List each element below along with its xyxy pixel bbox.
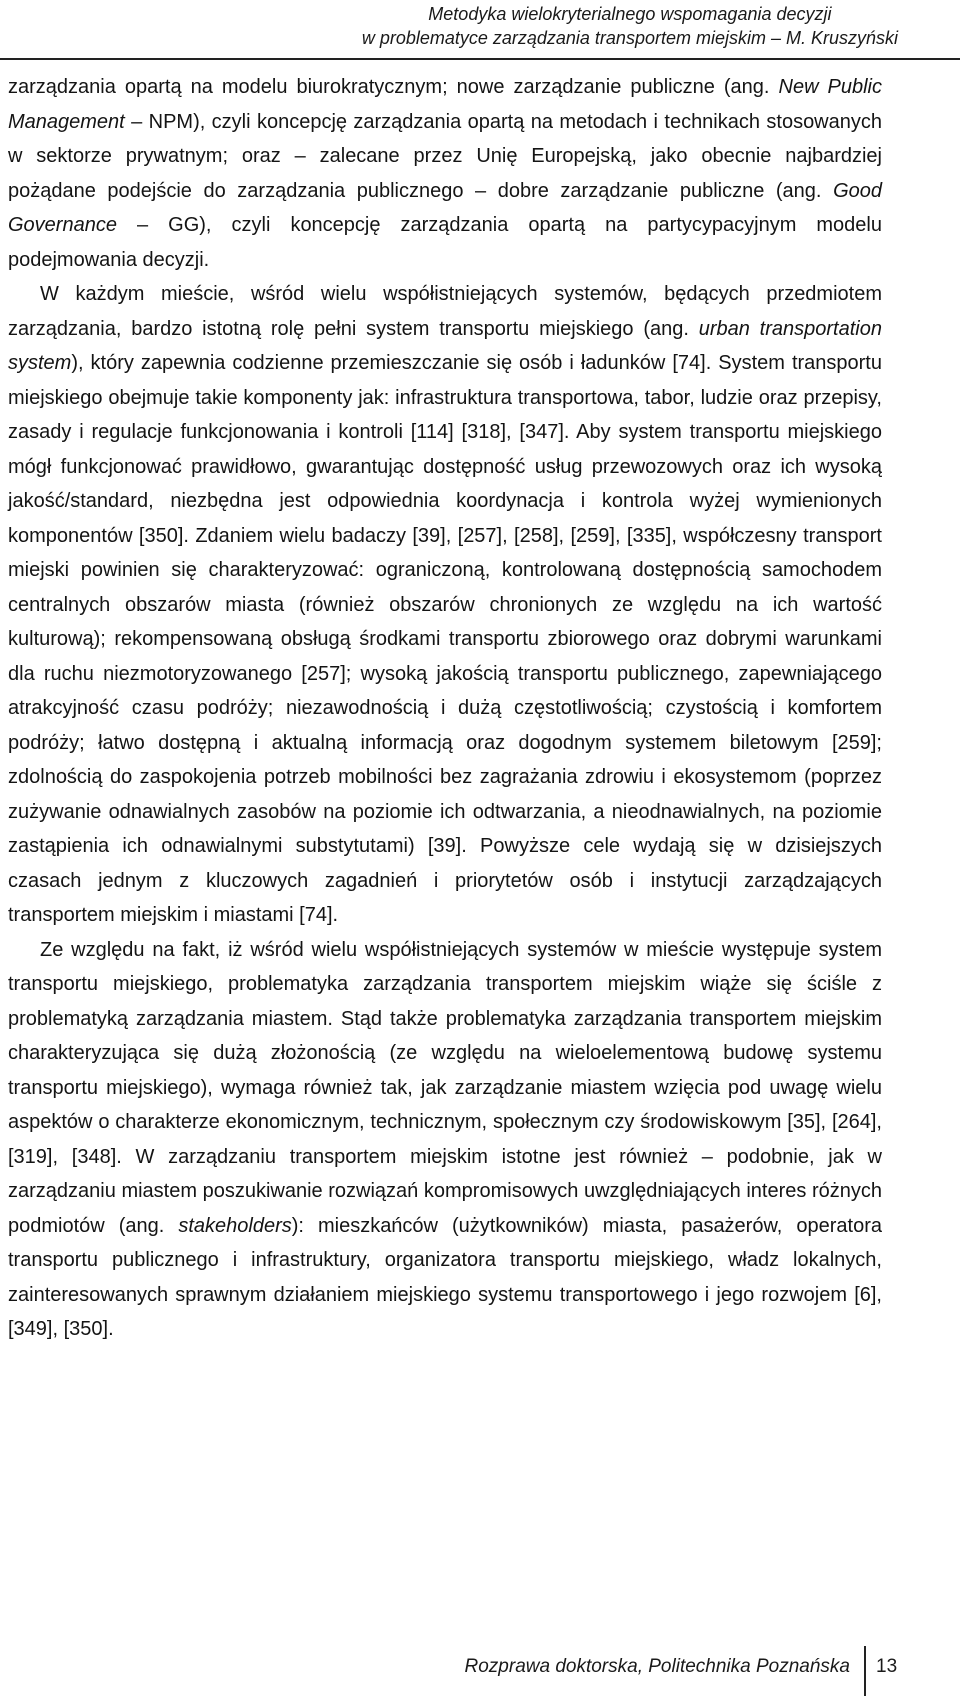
footer-divider (864, 1646, 866, 1696)
page-number: 13 (876, 1656, 898, 1677)
header-author-line: w problematyce zarządzania transportem miejskim – M. Kruszyński (361, 28, 898, 48)
paragraph-governance-models (8, 70, 882, 277)
text-run: ): mieszkańców (użytkowników) miasta, pasażerów, operatora transportu publicznego i infrastruktury, organizatora transportu miejskiego, władz lokalnych, zainteresowanych sprawnym działaniem miejskiego systemu transportowego i jego rozwojem [6], [349], [350]. (8, 1214, 882, 1340)
foreign-term-npm: New Public Management (8, 76, 883, 133)
foreign-term-stakeholders: stakeholders (178, 1214, 292, 1237)
running-header (362, 2, 898, 50)
text-run: Ze względu na fakt, iż wśród wielu współistniejących systemów w mieście występuje system transportu miejskiego, problematyka zarządzania transportem miejskim wiąże się ściśle z problematyką zarządzania miastem. Stąd także problematyka zarządzania transportem miejskim charakteryzująca się dużą złożonością (ze względu na wieloelementową budowę systemu transportu miejskiego), wymaga również tak, jak zarządzanie miastem wzięcia pod uwagę wielu aspektów o charakterze ekonomicznym, technicznym, społecznym czy środowiskowym [35], [264], [319], [348]. W zarządzaniu transportem miejskim istotne jest również – podobnie, jak w zarządzaniu miastem poszukiwanie rozwiązań kompromisowych uwzględniających interes różnych podmiotów (ang. (8, 938, 882, 1237)
text-run: zarządzania opartą na modelu biurokratycznym; nowe zarządzanie publiczne (ang. (8, 76, 779, 98)
paragraph-urban-transport-system (8, 277, 882, 933)
header-divider (0, 58, 960, 60)
text-run: ), który zapewnia codzienne przemieszczanie się osób i ładunków [74]. System transportu miejskiego obejmuje takie komponenty jak: infrastruktura transportowa, tabor, ludzie oraz przepisy, zasady i regulacje funkcjonowania i kontroli [114] [318], [347]. Aby system transportu miejskiego mógł funkcjonować prawidłowo, gwarantując dostępność usług przewozowych oraz ich wysoką jakość/standard, niezbędna jest odpowiednia koordynacja i kontrola wyżej wymienionych komponentów [350]. Zdaniem wielu badaczy [39], [257], [258], [259], [335], współczesny transport miejski powinien się charakteryzować: ograniczoną, kontrolowaną dostępnością samochodem centralnych obszarów miasta (również obszarów chronionych ze względu na ich wartość kulturową); rekompensowaną obsługą środkami transportu zbiorowego oraz dobrymi warunkami dla ruchu niezmotoryzowanego [257]; wysoką jakością transportu publicznego, zapewniającego atrakcyjność czasu podróży; niezawodnością i dużą częstotliwością; czystością i komfortem podróży; łatwo dostępną i aktualną informacją oraz dogodnym systemem biletowym [259]; zdolnością do zaspokojenia potrzeb mobilności bez zagrażania zdrowiu i ekosystemom (poprzez zużywanie odnawialnych zasobów na poziomie ich odtwarzania, a nieodnawialnych, na poziomie zastąpienia ich odnawialnymi substytutami) [39]. Powyższe cele wydają się w dzisiejszych czasach jednym z kluczowych zagadnień i priorytetów osób i instytucji zarządzających transportem miejskim i miastami [74]. (8, 352, 882, 926)
header-title-line: Metodyka wielokryterialnego wspomagania decyzji (428, 4, 832, 24)
foreign-term-gg: Good Governance (8, 179, 882, 236)
paragraph-transport-management (8, 933, 882, 1347)
footer-citation: Rozprawa doktorska, Politechnika Poznańska (464, 1656, 850, 1677)
document-body (8, 70, 882, 1347)
text-run: – NPM), czyli koncepcję zarządzania opartą na metodach i technikach stosowanych w sektorze prywatnym; oraz – zalecane przez Unię Europejską, jako obecnie najbardziej pożądane podejście do zarządzania publicznego – dobre zarządzanie publiczne (ang. (8, 110, 882, 202)
text-run: – GG), czyli koncepcję zarządzania opartą na partycypacyjnym modelu podejmowania decyzji. (8, 214, 882, 271)
page-footer (0, 1646, 960, 1696)
text-run: W każdym mieście, wśród wielu współistniejących systemów, będących przedmiotem zarządzania, bardzo istotną rolę pełni system transportu miejskiego (ang. (8, 283, 882, 340)
foreign-term-urban-transportation: urban transportation system (8, 317, 882, 374)
